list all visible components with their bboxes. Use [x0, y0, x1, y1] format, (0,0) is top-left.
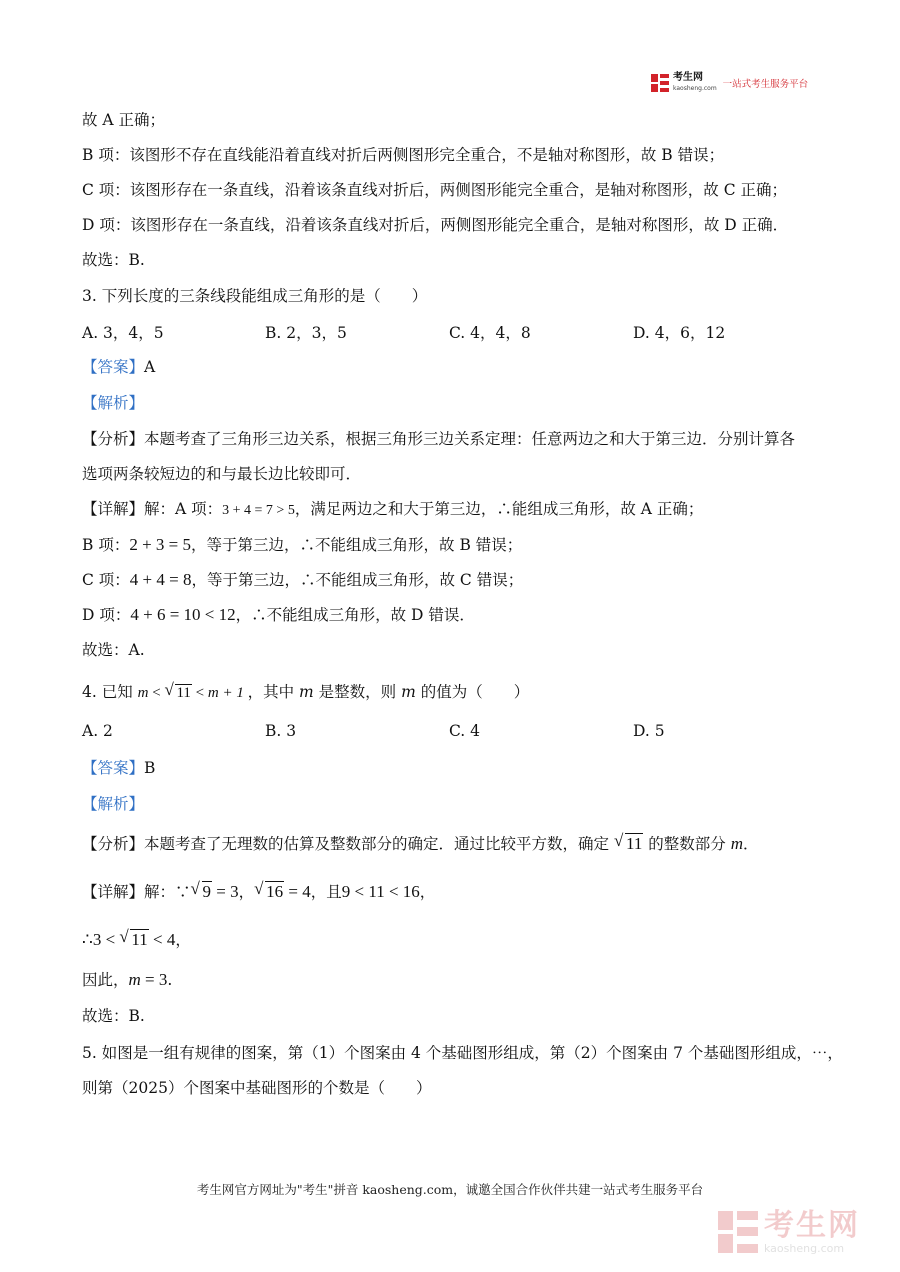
q4-option-a: A. 2 [82, 722, 113, 740]
q4-option-c: C. 4 [449, 722, 481, 740]
logo-wordmark: 考生网 kaosheng.com [673, 71, 717, 92]
q4-option-b: B. 3 [265, 722, 297, 740]
fenxi-tag: 【分析】 [82, 430, 145, 448]
q3-detail-c: C 项：4 + 4 = 8，等于第三边，∴不能组成三角形，故 C 错误； [82, 570, 524, 589]
header-logo [651, 72, 808, 94]
q4-fenxi-line: 【分析】本题考查了无理数的估算及整数部分的确定．通过比较平方数，确定 √ 11 的整数部分 m． [82, 831, 759, 853]
q4-choose: 故选：B. [82, 1007, 145, 1025]
question-4-stem: 4. 已知 m < √ 11 < m + 1 ，其中 m 是整数，则 m 的值为（ ） [82, 680, 530, 701]
sqrt-icon: √ [254, 879, 264, 898]
q3-analysis-tag: 【解析】 [82, 394, 145, 412]
q4-detail-2: ∴3 < √ 11 < 4， [82, 927, 191, 949]
watermark [718, 1208, 888, 1256]
header-slogan: 一站式考生服务平台 [722, 79, 809, 90]
footer-text: 考生网官方网址为"考生"拼音 kaosheng.com，诚邀全国合作伙伴共建一站式考生服务平台 [196, 1182, 704, 1197]
q4-option-d: D. 5 [633, 722, 665, 740]
fenxi-tag: 【分析】 [82, 835, 145, 853]
text-line: B 项：该图形不存在直线能沿着直线对折后两侧图形完全重合，不是轴对称图形，故 B 错误； [82, 146, 725, 164]
q3-detail-a: 【详解】解：A 项：3 + 4 = 7 > 5，满足两边之和大于第三边，∴能组成三角形，故 A 正确； [82, 500, 704, 518]
q4-detail-3: 因此，m = 3. [82, 970, 173, 989]
q3-option-c: C. 4，4，8 [449, 324, 531, 342]
q4-analysis-tag: 【解析】 [82, 795, 145, 813]
answer-value: A [144, 358, 156, 376]
question-5-line-1: 5. 如图是一组有规律的图案，第（1）个图案由 4 个基础图形组成，第（2）个图案由 7 个基础图形组成，⋯， [82, 1044, 843, 1062]
text-line: D 项：该图形存在一条直线，沿着该条直线对折后，两侧图形能完全重合，是轴对称图形，故 D 正确． [82, 216, 789, 234]
q3-option-a: A. 3，4，5 [82, 324, 164, 342]
watermark-domain: kaosheng.com [764, 1241, 845, 1255]
q3-option-b: B. 2，3，5 [265, 324, 347, 342]
q3-fenxi-line-2: 选项两条较短边的和与最长边比较即可． [82, 465, 362, 483]
q3-fenxi-line: 【分析】本题考查了三角形三边关系，根据三角形三边关系定理：任意两边之和大于第三边．分别计算各 [82, 430, 796, 448]
q3-detail-b: B 项：2 + 3 = 5，等于第三边，∴不能组成三角形，故 B 错误； [82, 535, 523, 554]
text-line: 故 A 正确； [82, 111, 166, 129]
q3-choose: 故选：A. [82, 641, 145, 659]
q3-answer [82, 357, 155, 377]
xiangjie-tag: 【详解】 [82, 500, 145, 518]
question-3-stem: 3. 下列长度的三条线段能组成三角形的是（ ） [82, 287, 428, 305]
q3-option-d: D. 4，6，12 [633, 324, 726, 342]
text-line: C 项：该图形存在一条直线，沿着该条直线对折后，两侧图形能完全重合，是轴对称图形，故 C 正确； [82, 181, 788, 199]
xiangjie-tag: 【详解】 [82, 883, 145, 901]
answer-value: B [144, 759, 156, 777]
text-line: 故选：B. [82, 251, 145, 269]
question-5-line-2: 则第（2025）个图案中基础图形的个数是（ ） [82, 1079, 432, 1097]
watermark-name: 考生网 [764, 1207, 860, 1243]
sqrt-icon: √ [119, 927, 129, 946]
q4-answer [82, 758, 155, 778]
answer-tag: 【答案】 [82, 759, 145, 777]
kaosheng-watermark-icon [718, 1211, 758, 1253]
q3-detail-d: D 项：4 + 6 = 10 < 12，∴不能组成三角形，故 D 错误． [82, 605, 475, 624]
sqrt-icon: √ [164, 680, 174, 699]
q4-detail-1: 【详解】解：∵ √ 9 = 3， √ 16 = 4，且9 < 11 < 16， [82, 879, 436, 901]
sqrt-icon: √ [613, 831, 624, 850]
sqrt-icon: √ [190, 879, 200, 898]
kaosheng-logo-icon [651, 74, 669, 92]
answer-tag: 【答案】 [82, 358, 145, 376]
